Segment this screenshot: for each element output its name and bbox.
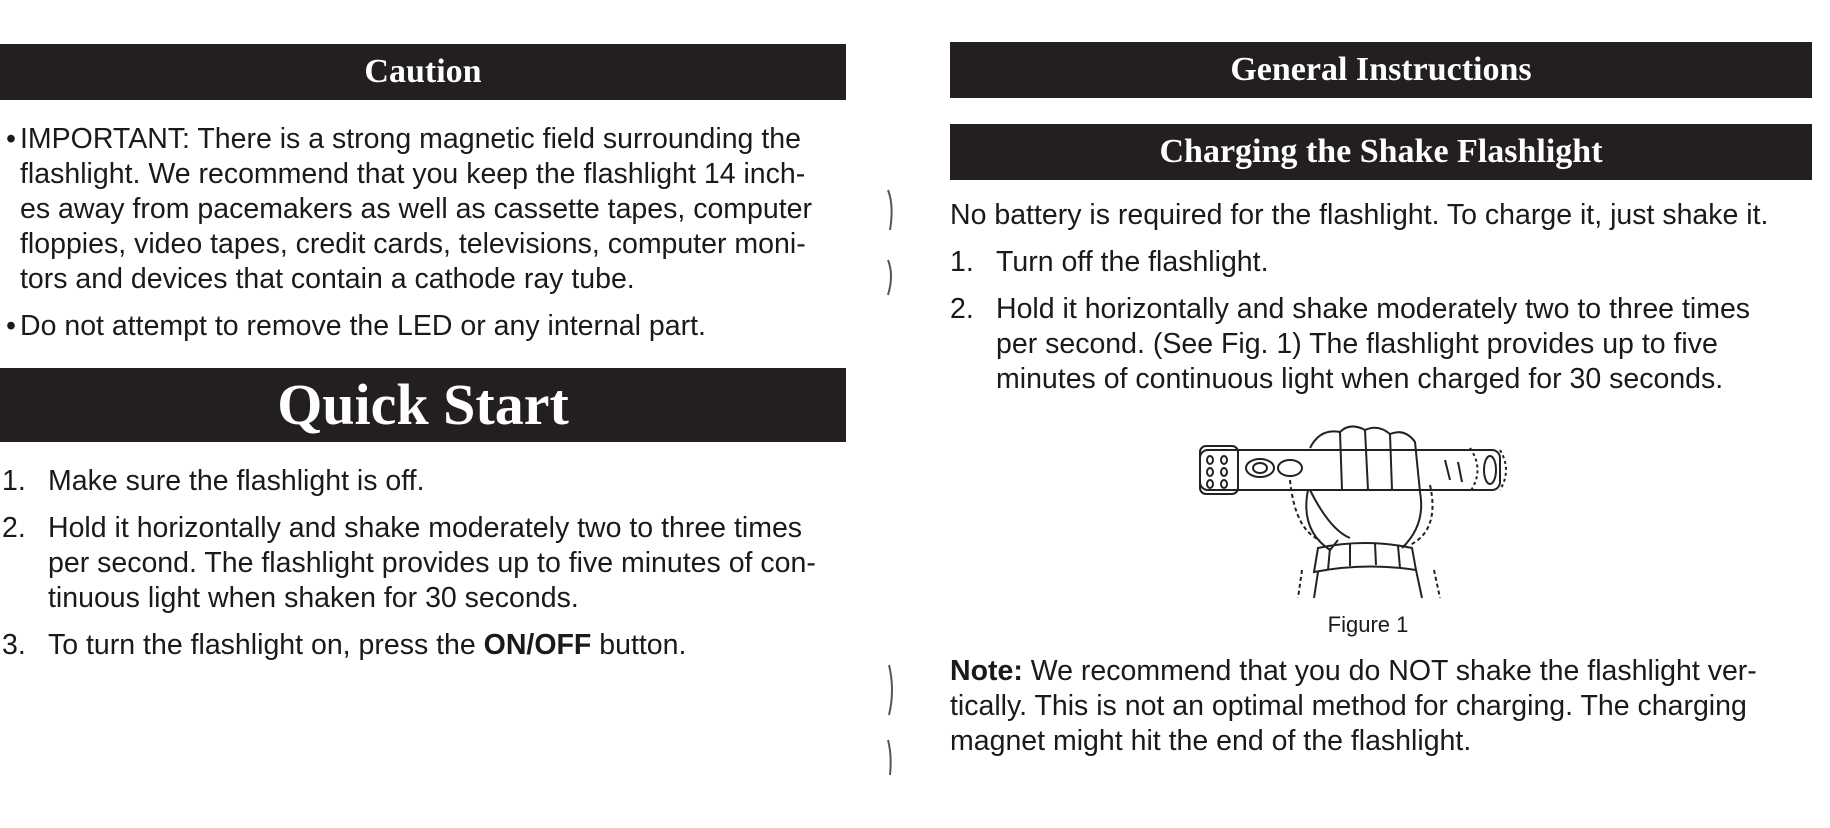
right-page	[950, 0, 1830, 828]
charging-heading-bar	[950, 124, 1812, 180]
step-number: 3.	[2, 629, 26, 661]
quick-start-step-3	[2, 628, 846, 663]
caution-bullet-1-text: IMPORTANT: There is a strong magnetic field surrounding the flashlight. We recommend that you keep the flashlight 14 inch-es away from pacemakers as well as cassette tapes, computer floppies, video tapes, credit cards, televisions, computer moni-tors and devices that contain a cathode ray tube.	[20, 123, 813, 295]
general-instructions-bar	[950, 42, 1812, 98]
on-off-button-label: ON/OFF	[483, 629, 592, 661]
charging-title: Charging the Shake Flashlight	[1159, 133, 1603, 170]
quick-start-heading-bar	[0, 368, 846, 442]
caution-heading-bar	[0, 44, 846, 100]
bullet-icon: •	[6, 123, 16, 155]
general-instructions-title: General Instructions	[1230, 51, 1532, 88]
left-page	[0, 0, 860, 828]
step-number: 1.	[950, 246, 974, 278]
step-text-after: button.	[591, 629, 687, 661]
caution-title: Caution	[364, 53, 482, 90]
flashlight-shake-illustration	[1190, 420, 1550, 600]
step-text: Hold it horizontally and shake moderately two to three times per second. The flashlight provides up to five minutes of con-tinuous light when shaken for 30 seconds.	[48, 512, 816, 614]
step-number: 1.	[2, 465, 26, 497]
step-text: Hold it horizontally and shake moderately two to three times per second. (See Fig. 1) The flashlight provides up to five minutes of continuous light when charged for 30 seconds.	[996, 293, 1751, 395]
step-text: Turn off the flashlight.	[996, 246, 1269, 278]
quick-start-steps	[2, 464, 846, 675]
caution-bullet-list	[6, 122, 836, 356]
note-label: Note:	[950, 655, 1023, 687]
step-number: 2.	[2, 512, 26, 544]
bullet-icon: •	[6, 310, 16, 342]
binding-marks	[880, 180, 900, 780]
caution-bullet-1	[6, 122, 832, 297]
step-text-before: To turn the flashlight on, press the	[48, 629, 484, 661]
quick-start-step-2	[2, 511, 846, 616]
step-number: 2.	[950, 293, 974, 325]
figure-caption: Figure 1	[1327, 612, 1409, 637]
quick-start-step-1	[2, 464, 846, 499]
quick-start-title: Quick Start	[277, 372, 569, 437]
caution-bullet-2	[6, 309, 836, 344]
charging-steps	[950, 245, 1790, 409]
charging-step-1	[950, 245, 1790, 280]
note-paragraph	[950, 654, 1790, 759]
charging-intro: No battery is required for the flashlight. To charge it, just shake it.	[950, 199, 1769, 231]
note-text: We recommend that you do NOT shake the flashlight ver-tically. This is not an optimal method for charging. The charging magnet might hit the end of the flashlight.	[950, 655, 1757, 757]
step-text: Make sure the flashlight is off.	[48, 465, 425, 497]
charging-step-2	[950, 292, 1790, 397]
caution-bullet-2-text: Do not attempt to remove the LED or any internal part.	[20, 310, 706, 342]
